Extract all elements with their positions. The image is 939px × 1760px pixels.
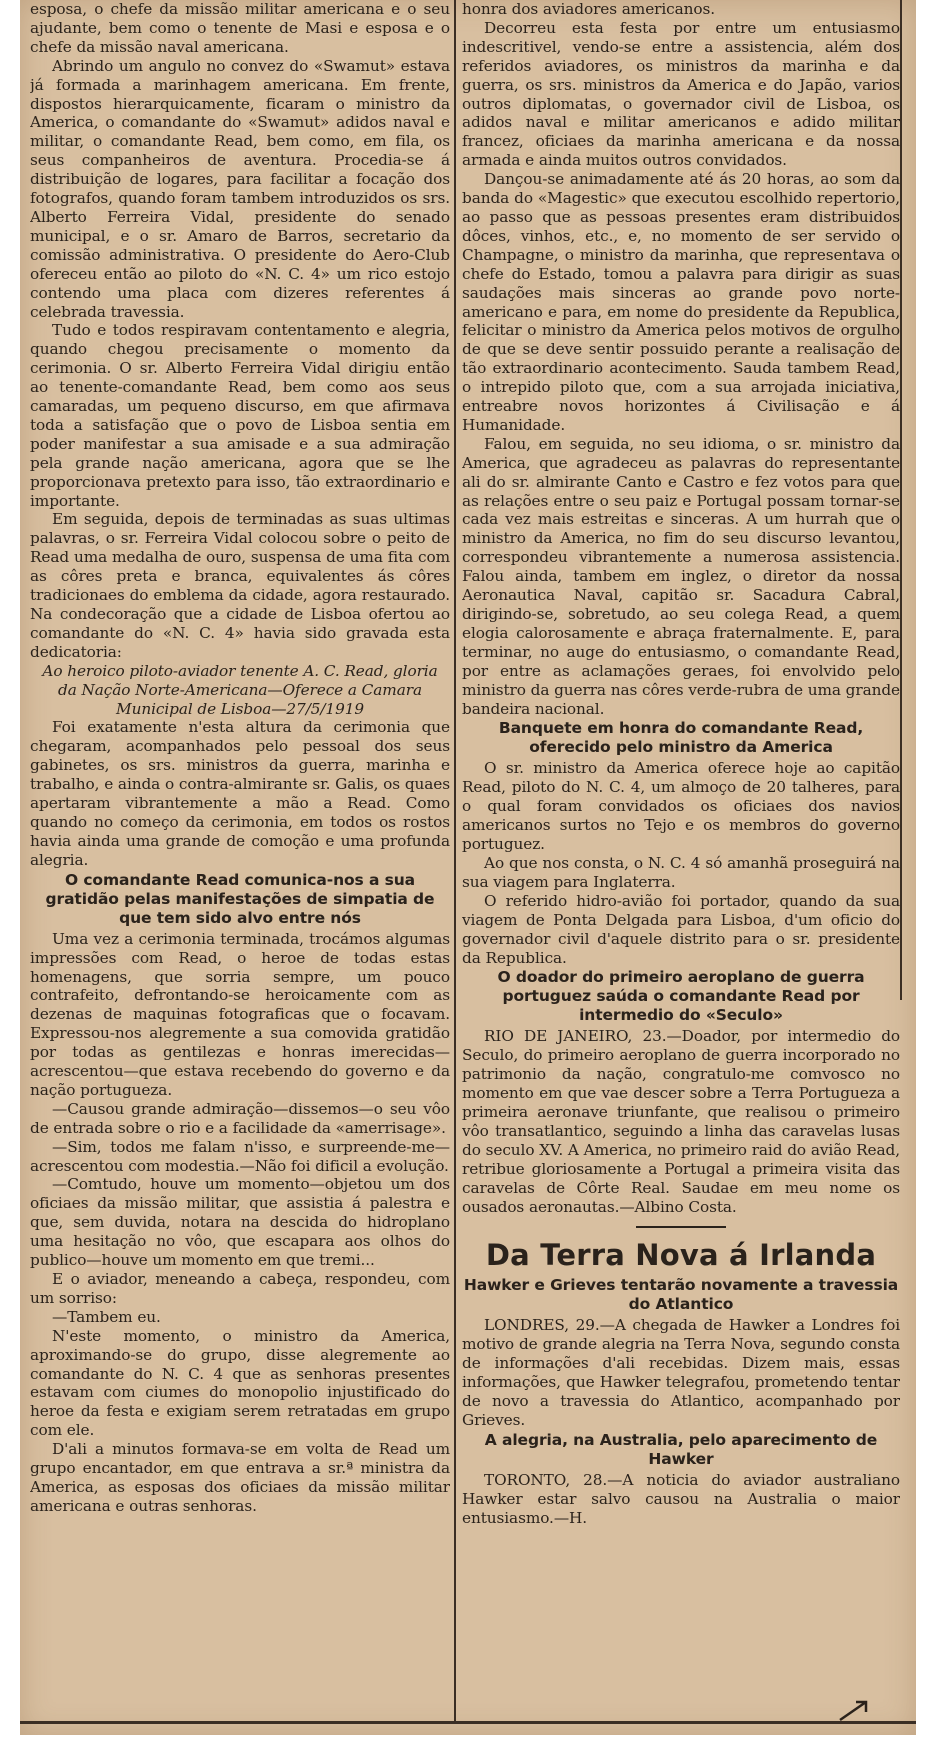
paragraph: Foi exatamente n'esta altura da cerimonia que chegaram, acompanhados pelo pessoal dos seus gabinetes, os srs. ministros da guerra, marinha e trabalho, e ainda o contra-almirante sr. Galis, os quaes apertaram vibrantemente a mão a Read. Como quando no começo da cerimonia, em todos os rostos havia ainda uma grande de comoção e uma profunda alegria.: [30, 718, 450, 869]
right-column: [462, 0, 900, 1725]
column-divider: [454, 0, 456, 1723]
paragraph: LONDRES, 29.—A chegada de Hawker a Londres foi motivo de grande alegria na Terra Nova, segundo consta de informações d'ali recebidas. Dizem mais, essas informações, que Hawker telegrafou, prometendo tentar de novo a travessia do Atlantico, acompanhado por Grieves.: [462, 1316, 900, 1429]
section-heading: O doador do primeiro aeroplano de guerra portuguez saúda o comandante Read por intermedio do «Seculo»: [497, 968, 865, 1025]
paragraph: O sr. ministro da America oferece hoje ao capitão Read, piloto do N. C. 4, um almoço de 20 talheres, para o qual foram convidados os oficiaes dos navios americanos surtos no Tejo e os membros do governo portuguez.: [462, 759, 900, 854]
paragraph: —Comtudo, houve um momento—objetou um dos oficiaes da missão militar, que assistia á palestra e que, sem duvida, notara na descida do hidroplano uma hesitação no vôo, que escapara aos olhos do publico—houve um momento em que tremi...: [30, 1175, 450, 1270]
paragraph: N'este momento, o ministro da America, aproximando-se do grupo, disse alegremente ao comandante do N. C. 4 que as senhoras presentes estavam com ciumes do monopolio injustificado do heroe da festa e exigiam serem retratadas em grupo com ele.: [30, 1326, 450, 1440]
paragraph: D'ali a minutos formava-se em volta de Read um grupo encantador, em que entrava a sr.ª ministra da America, as esposas dos oficiaes da missão militar americana e outras senhoras.: [30, 1440, 450, 1515]
medal-dedication: Ao heroico piloto-aviador tenente A. C. Read, gloria da Nação Norte-Americana—Oferece a Camara Municipal de Lisboa—27/5/1919: [42, 661, 438, 718]
paragraph: TORONTO, 28.—A noticia do aviador australiano Hawker estar salvo causou na Australia o maior entusiasmo.—H.: [462, 1470, 900, 1527]
paragraph: Dançou-se animadamente até ás 20 horas, ao som da banda do «Magestic» que executou escolhido repertorio, ao passo que as pessoas presentes eram distribuidos dôces, vinhos, etc., e, no momento de ser servido o Champagne, o ministro da marinha, que representava o chefe do Estado, tomou a palavra para dirigir as suas saudações mais sinceras ao grande povo norte-americano e para, em nome do presidente da Republica, felicitar o ministro da America pelos motivos de orgulho de que se deve sentir possuido perante a realisação de tão extraordinario acontecimento. Sauda tambem Read, o intrepido piloto que, com a sua arrojada iniciativa, entreabre novos horizontes á Civilisação e á Humanidade.: [462, 170, 900, 434]
article-headline: Da Terra Nova á Irlanda: [485, 1238, 877, 1273]
section-heading: A alegria, na Australia, pelo aparecimento de Hawker: [484, 1430, 878, 1468]
section-heading: Banquete em honra do comandante Read, oferecido pelo ministro da America: [498, 719, 864, 757]
paragraph: honra dos aviadores americanos.: [462, 0, 716, 18]
paragraph: —Causou grande admiração—dissemos—o seu vôo de entrada sobre o rio e a facilidade da «amerrisage».: [30, 1099, 450, 1137]
paragraph: Tudo e todos respiravam contentamento e alegria, quando chegou precisamente o momento da cerimonia. O sr. Alberto Ferreira Vidal dirigiu então ao tenente-comandante Read, bem como aos seus camaradas, um pequeno discurso, em que afirmava toda a satisfação que o povo de Lisboa sentia em poder manifestar a sua amisade e a sua admiração pela grande nação americana, agora que se lhe proporcionava pretexto para isso, tão extraordinario e importante.: [30, 321, 450, 510]
paragraph: Ao que nos consta, o N. C. 4 só amanhã proseguirá na sua viagem para Inglaterra.: [462, 853, 900, 891]
paragraph: —Sim, todos me falam n'isso, e surpreende-me—acrescentou com modestia.—Não foi dificil a evolução.: [30, 1137, 450, 1175]
right-column-border: [900, 0, 902, 1000]
left-column: [30, 0, 450, 1725]
paragraph: Decorreu esta festa por entre um entusiasmo indescritivel, vendo-se entre a assistencia, além dos referidos aviadores, os ministros da marinha e da guerra, os srs. ministros da America e do Japão, varios outros diplomatas, o governador civil de Lisboa, os adidos naval e militar americanos e adido militar francez, oficiaes da marinha americana e da nossa armada e ainda muitos outros convidados.: [462, 18, 900, 170]
paragraph: —Tambem eu.: [52, 1307, 161, 1326]
section-heading: O comandante Read comunica-nos a sua gratidão pelas manifestações de simpatia de que tem sido alvo entre nós: [45, 870, 435, 927]
paragraph: Em seguida, depois de terminadas as suas ultimas palavras, o sr. Ferreira Vidal colocou sobre o peito de Read uma medalha de ouro, suspensa de uma fita com as côres preta e branca, equivalentes ás côres tradicionaes do emblema da cidade, agora restaurado. Na condecoração que a cidade de Lisboa ofertou ao comandante do «N. C. 4» havia sido gravada esta dedicatoria:: [30, 510, 450, 661]
paragraph: O referido hidro-avião foi portador, quando da sua viagem de Ponta Delgada para Lisboa, d'um oficio do governador civil d'aquele distrito para o sr. presidente da Republica.: [462, 891, 900, 967]
paragraph: Falou, em seguida, no seu idioma, o sr. ministro da America, que agradeceu as palavras do representante ali do sr. almirante Canto e Castro e fez votos para que as relações entre o seu paiz e Portugal possam tornar-se cada vez mais estreitas e sinceras. A um hurrah que o ministro da America, no fim do seu discurso levantou, correspondeu vibrantemente a numerosa assistencia. Falou ainda, tambem em inglez, o diretor da nossa Aeronautica Naval, capitão sr. Sacadura Cabral, dirigindo-se, sobretudo, ao seu colega Read, a quem elogia calorosamente e abraça fraternalmente. E, para terminar, no auge do entusiasmo, o comandante Read, por entre as aclamações geraes, foi envolvido pelo ministro da guerra nas côres verde-rubra de uma grande bandeira nacional.: [462, 434, 900, 718]
section-separator: [636, 1226, 726, 1228]
paragraph: esposa, o chefe da missão militar americana e o seu ajudante, bem como o tenente de Masi e esposa e o chefe da missão naval americana.: [30, 0, 450, 56]
paragraph: E o aviador, meneando a cabeça, respondeu, com um sorriso:: [30, 1270, 450, 1307]
paragraph: Abrindo um angulo no convez do «Swamut» estava já formada a marinhagem americana. Em frente, dispostos hierarquicamente, ficaram o ministro da America, o comandante do «Swamut» adidos naval e militar, o comandante Read, bem como, em fila, os seus companheiros de aventura. Procedia-se á distribuição de logares, para facilitar a focação dos fotografos, quando foram tambem introduzidos os srs. Alberto Ferreira Vidal, presidente do senado municipal, e o sr. Amaro de Barros, secretario da comissão administrativa. O presidente do Aero-Club ofereceu então ao piloto do «N. C. 4» um rico estojo contendo uma placa com dizeres referentes á celebrada travessia.: [30, 56, 450, 321]
end-mark-icon: [838, 1700, 868, 1722]
paragraph: Uma vez a cerimonia terminada, trocámos algumas impressões com Read, o heroe de todas estas homenagens, que sorria sempre, um pouco contrafeito, defrontando-se heroicamente com as dezenas de maquinas fotograficas que o focavam. Expressou-nos alegremente a sua comovida gratidão por todas as gentilezas e honras imerecidas—acrescentou—que estava recebendo do governo e da nação portugueza.: [30, 929, 450, 1099]
paragraph: RIO DE JANEIRO, 23.—Doador, por intermedio do Seculo, do primeiro aeroplano de guerra incorporado no patrimonio da nação, congratulo-me comvosco no momento em que vae descer sobre a Terra Portugueza a primeira aeronave triunfante, que realisou o primeiro vôo transatlantico, seguindo a linha das caravelas lusas do seculo XV. A America, no primeiro raid do avião Read, retribue gloriosamente a Portugal a primeira visita das caravelas de Côrte Real. Saudae em meu nome os ousados aeronautas.—Albino Costa.: [462, 1027, 900, 1216]
article-subheadline: Hawker e Grieves tentarão novamente a travessia do Atlantico: [463, 1276, 899, 1314]
